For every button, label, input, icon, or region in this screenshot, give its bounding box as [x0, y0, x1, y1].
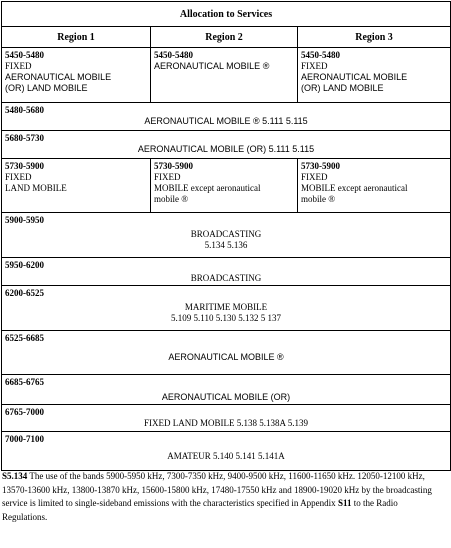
- service-line: FIXED: [154, 172, 181, 182]
- cell-5450-region3: [298, 48, 451, 103]
- header-region-2: Region 2: [151, 27, 298, 48]
- service-line: BROADCASTING: [190, 229, 262, 239]
- footnote-refs: 5.109 5.110 5.130 5.132 5 137: [171, 313, 281, 323]
- table-row: [2, 48, 451, 103]
- footnote: [2, 470, 442, 524]
- service-line: MARITIME MOBILE: [184, 302, 268, 312]
- table-row: [2, 432, 451, 471]
- table-row: [2, 331, 451, 375]
- service-line: AERONAUTICAL MOBILE: [301, 72, 408, 82]
- service-line: FIXED: [301, 172, 328, 182]
- cell-7000: [2, 432, 451, 471]
- service-line: FIXED: [5, 172, 32, 182]
- service-line: MOBILE except aeronautical: [301, 183, 408, 193]
- cell-5900: [2, 213, 451, 258]
- table-row: [2, 103, 451, 131]
- cell-5450-region1: [2, 48, 151, 103]
- band-label: 6200-6525: [5, 288, 44, 298]
- header-region-3: Region 3: [298, 27, 451, 48]
- service-line: AMATEUR 5.140 5.141 5.141A: [167, 451, 285, 461]
- cell-5950: [2, 258, 451, 286]
- service-line: AERONAUTICAL MOBILE ® 5.111 5.115: [144, 116, 308, 126]
- cell-5480: [2, 103, 451, 131]
- service-line: mobile ®: [301, 194, 336, 204]
- service-line: MOBILE except aeronautical: [154, 183, 261, 193]
- band-label: 5450-5480: [154, 50, 193, 60]
- cell-6765: [2, 405, 451, 432]
- table-caption: Allocation to Services: [2, 2, 451, 27]
- band-label: 7000-7100: [5, 434, 44, 444]
- band-label: 6685-6765: [5, 377, 44, 387]
- service-line: (OR) LAND MOBILE: [5, 83, 88, 93]
- footnote-text-end: to the Radio Regulations.: [2, 498, 398, 522]
- service-line: AERONAUTICAL MOBILE (OR): [161, 392, 291, 402]
- footnote-refs: 5.134 5.136: [204, 240, 248, 250]
- table-row: [2, 258, 451, 286]
- band-label: 6765-7000: [5, 407, 44, 417]
- header-region-1: Region 1: [2, 27, 151, 48]
- footnote-text: The use of the bands 5900-5950 kHz, 7300-7350 kHz, 9400-9500 kHz, 11600-11650 kHz. 12050-12100 kHz, 13570-13600 kHz, 13800-13870 kHz, 15600-15800 kHz, 17480-17550 kHz and 18900-19020 kHz by the broadcasting service is limited to single-sideband emissions with the characteristics specified in Appendix: [2, 471, 432, 508]
- band-label: 5450-5480: [5, 50, 44, 60]
- cell-5680: [2, 131, 451, 159]
- service-line: FIXED: [5, 61, 32, 71]
- service-line: BROADCASTING: [190, 273, 262, 283]
- band-label: 5950-6200: [5, 260, 44, 270]
- table-row: [2, 405, 451, 432]
- band-label: 5900-5950: [5, 215, 44, 225]
- band-label: 5730-5900: [154, 161, 193, 171]
- service-line: AERONAUTICAL MOBILE ®: [154, 61, 270, 71]
- footnote-ref: S5.134: [2, 471, 28, 481]
- cell-6685: [2, 375, 451, 405]
- band-label: 5480-5680: [5, 105, 44, 115]
- service-line: (OR) LAND MOBILE: [301, 83, 384, 93]
- service-line: FIXED: [301, 61, 328, 71]
- appendix-ref: S11: [337, 498, 352, 508]
- cell-5730-region1: [2, 159, 151, 213]
- table-row: [2, 286, 451, 331]
- band-label: 6525-6685: [5, 333, 44, 343]
- service-line: AERONAUTICAL MOBILE (OR) 5.111 5.115: [137, 144, 315, 154]
- allocation-table: [1, 1, 451, 471]
- table-row: [2, 159, 451, 213]
- table-row: [2, 375, 451, 405]
- service-line: FIXED LAND MOBILE 5.138 5.138A 5.139: [144, 418, 308, 428]
- cell-6525: [2, 331, 451, 375]
- cell-5730-region2: [151, 159, 298, 213]
- cell-5450-region2: [151, 48, 298, 103]
- table-row: [2, 213, 451, 258]
- table-row: [2, 131, 451, 159]
- service-line: mobile ®: [154, 194, 189, 204]
- band-label: 5730-5900: [5, 161, 44, 171]
- service-line: AERONAUTICAL MOBILE: [5, 72, 112, 82]
- cell-5730-region3: [298, 159, 451, 213]
- band-label: 5450-5480: [301, 50, 340, 60]
- cell-6200: [2, 286, 451, 331]
- band-label: 5730-5900: [301, 161, 340, 171]
- band-label: 5680-5730: [5, 133, 44, 143]
- service-line: LAND MOBILE: [5, 183, 67, 193]
- service-line: AERONAUTICAL MOBILE ®: [168, 352, 284, 362]
